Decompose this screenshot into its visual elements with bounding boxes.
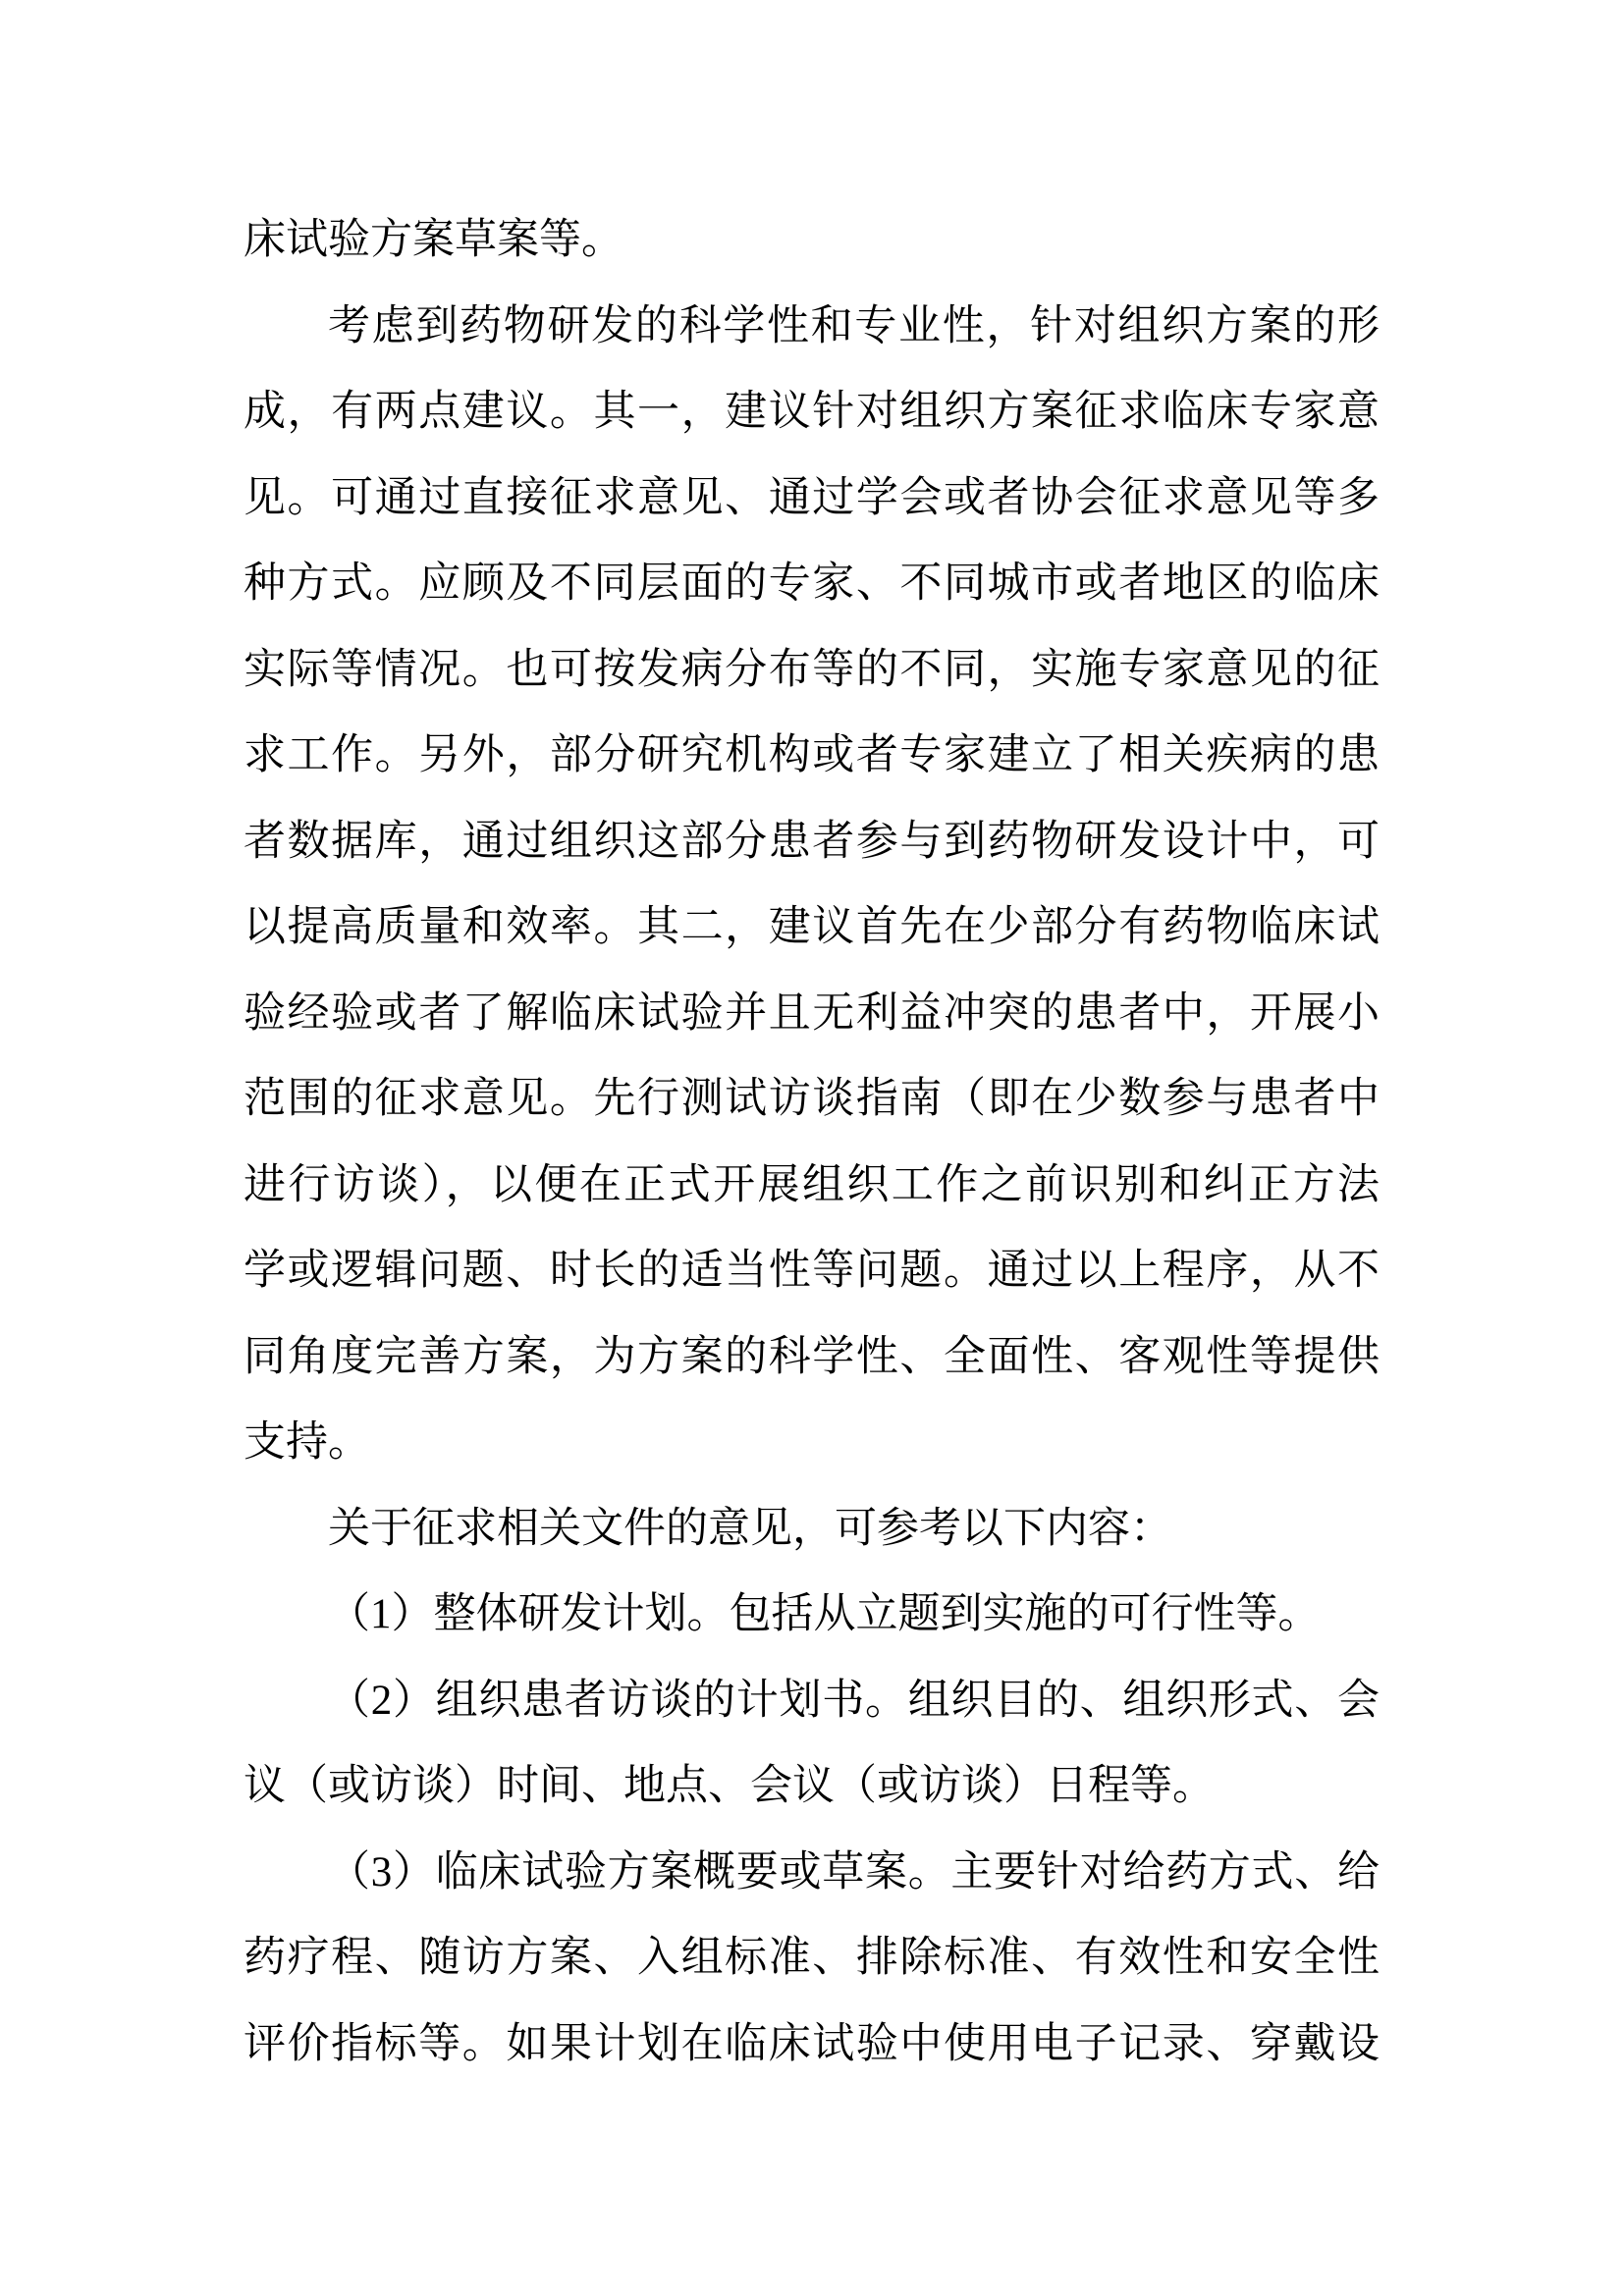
- text-block: [244, 197, 1380, 2087]
- list-item-2: （2）组织患者访谈的计划书。组织目的、组织形式、会: [328, 1677, 1380, 1724]
- text-line: 考虑到药物研发的科学性和专业性，针对组织方案的形: [328, 302, 1380, 349]
- text-line: 药疗程、随访方案、入组标准、排除标准、有效性和安全性: [244, 1935, 1380, 1981]
- list-item-1: （1）整体研发计划。包括从立题到实施的可行性等。: [328, 1591, 1321, 1637]
- text-line: 支持。: [244, 1419, 370, 1466]
- text-line: 范围的征求意见。先行测试访谈指南（即在少数参与患者中: [244, 1076, 1380, 1122]
- text-line: 验经验或者了解临床试验并且无利益冲突的患者中，开展小: [244, 989, 1380, 1037]
- text-line: 种方式。应顾及不同层面的专家、不同城市或者地区的临床: [244, 561, 1380, 607]
- text-line: 实际等情况。也可按发病分布等的不同，实施专家意见的征: [244, 646, 1380, 693]
- text-line: 见。可通过直接征求意见、通过学会或者协会征求意见等多: [244, 474, 1380, 521]
- text-line: 进行访谈），以便在正式开展组织工作之前识别和纠正方法: [244, 1161, 1380, 1208]
- text-line: 床试验方案草案等。: [244, 217, 623, 263]
- text-line: 者数据库，通过组织这部分患者参与到药物研发设计中，可: [244, 818, 1380, 865]
- text-line: 成，有两点建议。其一，建议针对组织方案征求临床专家意: [244, 389, 1380, 435]
- text-line: 求工作。另外，部分研究机构或者专家建立了相关疾病的患: [244, 732, 1380, 778]
- text-line: 议（或访谈）时间、地点、会议（或访谈）日程等。: [244, 1763, 1215, 1809]
- text-line: 同角度完善方案，为方案的科学性、全面性、客观性等提供: [244, 1333, 1380, 1380]
- text-line: 评价指标等。如果计划在临床试验中使用电子记录、穿戴设: [244, 2020, 1380, 2067]
- text-line: 以提高质量和效率。其二，建议首先在少部分有药物临床试: [244, 904, 1380, 950]
- text-line: 关于征求相关文件的意见，可参考以下内容：: [328, 1505, 1172, 1552]
- list-item-3: （3）临床试验方案概要或草案。主要针对给药方式、给: [328, 1848, 1380, 1896]
- text-line: 学或逻辑问题、时长的适当性等问题。通过以上程序，从不: [244, 1248, 1380, 1294]
